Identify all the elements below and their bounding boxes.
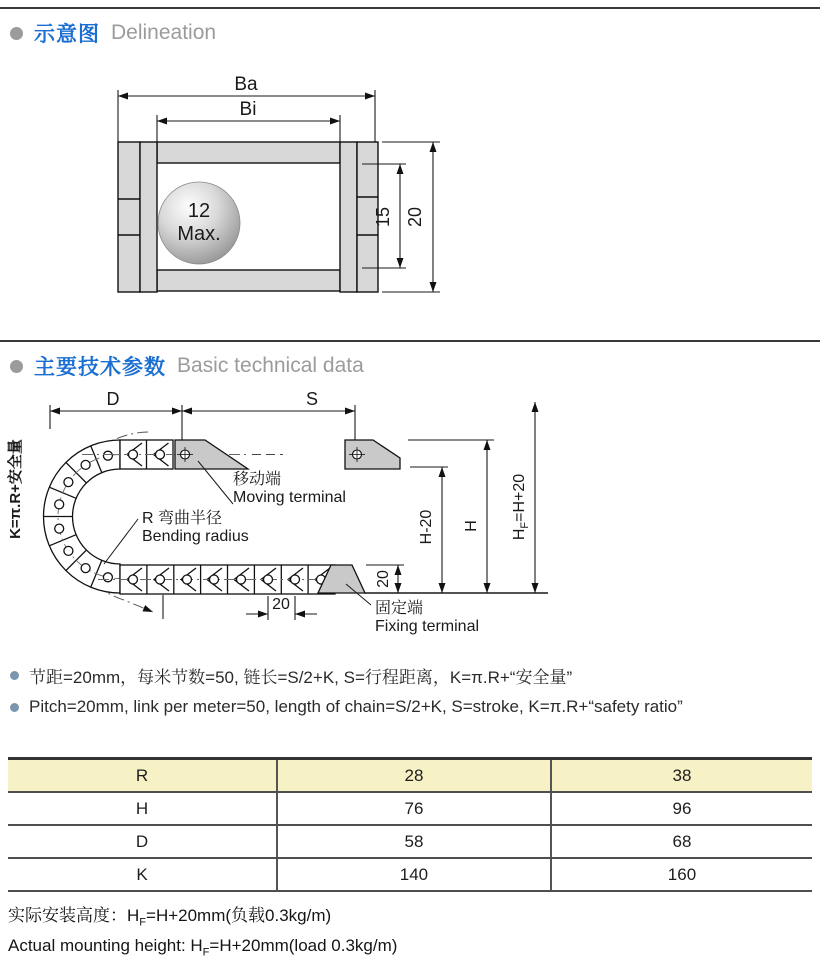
parameter-table — [8, 757, 812, 892]
section-title-zh: 示意图 — [34, 23, 100, 46]
table-cell-param: R — [8, 759, 277, 793]
ball-diameter-value: 12 — [187, 200, 211, 222]
moving-terminal-label-zh: 移动端 — [233, 471, 282, 488]
note-bullet-icon — [10, 671, 19, 680]
note-en-text: Pitch=20mm, link per meter=50, length of chain=S/2+K, S=stroke, K=π.R+“safety ratio” — [29, 697, 683, 716]
table-cell-param: D — [8, 825, 277, 858]
dim-label-end-height: 20 — [375, 570, 392, 588]
table-cell-value: 160 — [551, 858, 812, 891]
dim-label-hf: $H_F=H+20$ — [511, 473, 531, 541]
table-row-D — [8, 825, 812, 858]
section-title-en: Delineation — [111, 21, 217, 44]
table-cell-value: 38 — [551, 759, 812, 793]
dim-label-s: S — [305, 389, 319, 409]
section-title-en: Basic technical data — [177, 354, 364, 377]
table-cell-value: 28 — [277, 759, 551, 793]
notes — [0, 659, 820, 723]
chain-lower-run — [98, 565, 342, 594]
dim-label-pitch: 20 — [272, 596, 290, 613]
k-formula-label: K=π.R+安全量 — [7, 439, 24, 539]
table-row-R — [8, 759, 812, 793]
note-en — [0, 691, 820, 723]
dim-label-inner-height: 15 — [373, 206, 393, 228]
max-cable-ball — [158, 182, 240, 264]
table-cell-value: 68 — [551, 825, 812, 858]
mounting-height-en: Actual mounting height: $H_F=H+20mm(load$ 0.3kg/m) — [8, 936, 398, 959]
bending-radius-label-zh: R 弯曲半径 — [142, 510, 223, 527]
note-zh-text: 节距=20mm，每米节数=50, 链长=S/2+K, S=行程距离，K=π.R+“安全量” — [29, 667, 573, 687]
fixing-terminal-label-en: Fixing terminal — [375, 618, 480, 635]
table-cell-value: 58 — [277, 825, 551, 858]
table-row-H — [8, 792, 812, 825]
section-title-zh: 主要技术参数 — [34, 356, 166, 379]
mounting-height-note — [8, 904, 820, 965]
chain-bend — [44, 440, 121, 593]
moving-terminal-ghost — [345, 440, 400, 469]
section-bullet-icon — [10, 360, 23, 373]
section-bullet-icon — [10, 27, 23, 40]
dim-label-outer-height: 20 — [405, 206, 425, 228]
dim-label-h: H — [463, 520, 480, 532]
table-row-K — [8, 858, 812, 891]
cross-section-diagram — [0, 52, 820, 324]
ball-diameter-unit: Max. — [177, 223, 221, 245]
note-zh — [0, 659, 820, 691]
dim-label-bi: Bi — [239, 99, 257, 120]
table-cell-param: H — [8, 792, 277, 825]
mounting-height-zh: 实际安装高度：$H_F=H+20mm$(负载0.3kg/m) — [8, 906, 332, 929]
bending-radius-label-en: Bending radius — [142, 528, 249, 545]
chain-bend-diagram — [0, 385, 820, 637]
dim-label-h-minus-20: H-20 — [418, 509, 435, 545]
bending-radius-leader — [104, 519, 138, 564]
dim-label-ba: Ba — [234, 74, 258, 95]
fixing-terminal-label-zh: 固定端 — [375, 600, 424, 617]
moving-terminal-label-en: Moving terminal — [233, 489, 346, 506]
section-header-delineation — [0, 7, 820, 52]
table-cell-value: 140 — [277, 858, 551, 891]
dim-label-d: D — [106, 389, 120, 409]
table-cell-value: 76 — [277, 792, 551, 825]
table-cell-param: K — [8, 858, 277, 891]
note-bullet-icon — [10, 703, 19, 712]
link-cross-section-body — [118, 142, 378, 292]
section-header-technical — [0, 340, 820, 385]
table-cell-value: 96 — [551, 792, 812, 825]
